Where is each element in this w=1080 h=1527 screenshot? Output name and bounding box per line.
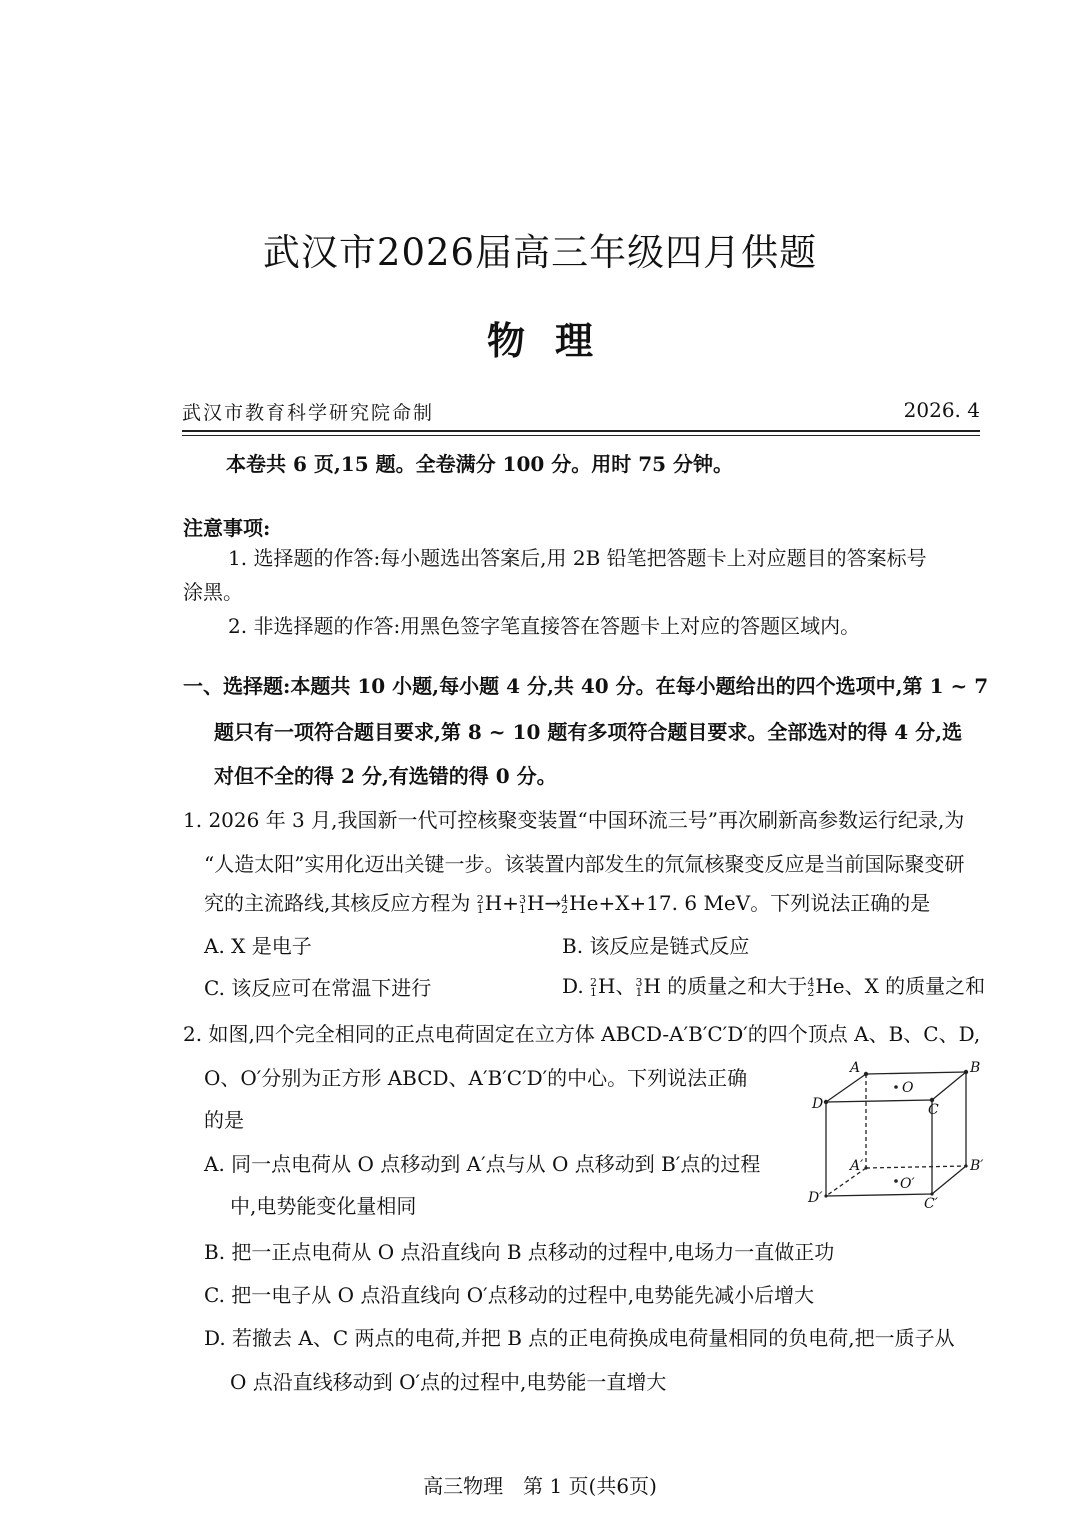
- edge-B2C2: [932, 1166, 966, 1194]
- page-title: 武汉市2026届高三年级四月供题: [262, 231, 818, 274]
- isotope-H2: 2 1: [476, 892, 484, 916]
- edge-BC: [932, 1072, 966, 1100]
- label-O2: O′: [900, 1176, 915, 1192]
- issuer: 武汉市教育科学研究院命制: [182, 402, 435, 424]
- notice-item-2: 2. 非选择题的作答:用黑色签字笔直接答在答题卡上对应的答题区域内。: [228, 614, 861, 638]
- section-heading-line3: 对但不全的得 2 分,有选错的得 0 分。: [214, 764, 557, 788]
- section-heading-line2: 题只有一项符合题目要求,第 8 ~ 10 题有多项符合题目要求。全部选对的得 4 分,选: [214, 720, 963, 744]
- header-rule-thin: [182, 435, 980, 436]
- q1-stem: 1. 2026 年 3 月,我国新一代可控核聚变装置“中国环流三号”再次刷新高参数运行纪录,为: [183, 808, 965, 832]
- vertex-A2: [864, 1166, 867, 1169]
- edge-CD: [826, 1100, 932, 1102]
- q1-option-d: D. 2 1 H、 3 1 H 的质量之和大于 4 2 He、X 的质量之和: [562, 974, 986, 999]
- subject-title: 物理: [486, 318, 623, 363]
- vertex-D2: [824, 1194, 827, 1197]
- center-O: [894, 1085, 898, 1089]
- center-O2: [894, 1179, 898, 1183]
- label-C: C: [928, 1102, 939, 1118]
- section-heading: 一、选择题:本题共 10 小题,每小题 4 分,共 40 分。在每小题给出的四个选项中,第 1 ~ 7: [183, 674, 989, 698]
- q1-option-b: B. 该反应是链式反应: [562, 934, 750, 958]
- label-O: O: [902, 1080, 914, 1096]
- edge-AB: [866, 1072, 966, 1074]
- cube-figure: [800, 1056, 1000, 1216]
- label-B: B: [970, 1060, 981, 1076]
- edge-A2B2: [866, 1166, 966, 1168]
- vertex-A: [864, 1072, 868, 1076]
- q1-stem-line3: 究的主流路线,其核反应方程为 2 1 H+ 3 1 H→ 4 2 He+X+17. 6 MeV。下列说法正确的是: [204, 891, 931, 916]
- q1-option-c: C. 该反应可在常温下进行: [204, 976, 432, 1000]
- exam-summary: 本卷共 6 页,15 题。全卷满分 100 分。用时 75 分钟。: [226, 452, 734, 476]
- label-D2: D′: [808, 1190, 823, 1206]
- q1-stem-line2: “人造太阳”实用化迈出关键一步。该装置内部发生的氘氚核聚变反应是当前国际聚变研: [204, 852, 965, 876]
- vertex-D: [824, 1100, 828, 1104]
- label-D: D: [812, 1096, 824, 1112]
- label-A2: A′: [850, 1158, 864, 1174]
- q2-stem-line2: O、O′分别为正方形 ABCD、A′B′C′D′的中心。下列说法正确: [204, 1066, 748, 1090]
- vertex-B2: [964, 1164, 967, 1167]
- label-A: A: [850, 1060, 861, 1076]
- page-footer: 高三物理 第 1 页(共6页): [423, 1474, 657, 1498]
- q2-stem-line3: 的是: [204, 1108, 244, 1132]
- q2-option-a: A. 同一点电荷从 O 点移动到 A′点与从 O 点移动到 B′点的过程: [204, 1152, 761, 1176]
- notice-item-1-cont: 涂黑。: [183, 580, 243, 604]
- isotope-H3: 3 1: [518, 892, 526, 916]
- q1-option-a: A. X 是电子: [204, 934, 312, 958]
- isotope-He4: 4 2: [561, 892, 569, 916]
- label-C2: C′: [924, 1196, 938, 1212]
- issue-date: 2026. 4: [903, 398, 980, 422]
- q2-option-d: D. 若撤去 A、C 两点的电荷,并把 B 点的正电荷换成电荷量相同的负电荷,把一质子从: [204, 1326, 955, 1350]
- notice-item-1: 1. 选择题的作答:每小题选出答案后,用 2B 铅笔把答题卡上对应题目的答案标号: [228, 546, 927, 570]
- edge-C2D2: [826, 1194, 932, 1196]
- q2-option-d-cont: O 点沿直线移动到 O′点的过程中,电势能一直增大: [230, 1370, 667, 1394]
- q2-option-c: C. 把一电子从 O 点沿直线向 O′点移动的过程中,电势能先减小后增大: [204, 1283, 815, 1307]
- header-rule-thick: [182, 430, 980, 432]
- q2-stem: 2. 如图,四个完全相同的正点电荷固定在立方体 ABCD-A′B′C′D′的四个顶点 A、B、C、D,: [183, 1022, 981, 1046]
- q2-option-b: B. 把一正点电荷从 O 点沿直线向 B 点移动的过程中,电场力一直做正功: [204, 1240, 835, 1264]
- label-B2: B′: [970, 1158, 984, 1174]
- notice-heading: 注意事项:: [183, 516, 271, 540]
- vertex-B: [964, 1070, 968, 1074]
- q2-option-a-cont: 中,电势能变化量相同: [230, 1194, 417, 1218]
- edge-DA: [826, 1074, 866, 1102]
